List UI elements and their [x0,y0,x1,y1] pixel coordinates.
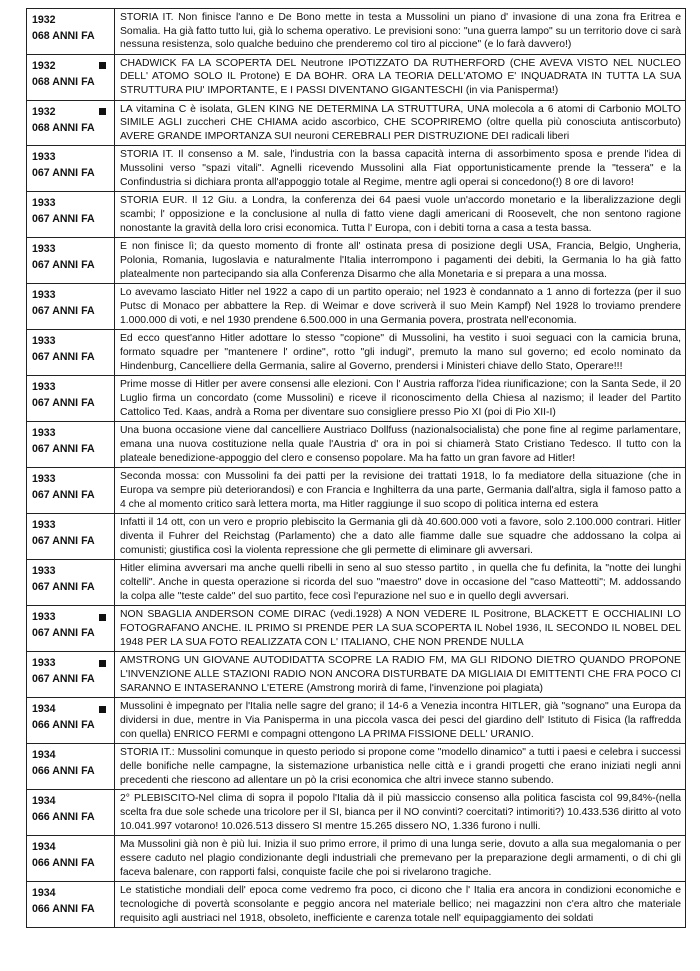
event-text: Prime mosse di Hitler per avere consensi alle elezioni. Con l' Austria rafforza l'idea riunificazione; con la Santa Sede, il 20 Luglio firma un concordato (come Mussolini) e riceve il riconoscimento della Chiesa al nazismo; il leader del Partito Cattolico Ted. Kaas, andrà a Roma per diventare suo consigliere presso Pio XI (poi di Pio XII-I) [120,379,681,418]
years-ago-label: 067 ANNI FA [32,397,95,410]
year-cell [27,376,115,422]
event-cell [115,422,686,468]
square-bullet-icon [99,706,106,713]
year-label: 1933 [32,657,56,670]
years-ago-label: 066 ANNI FA [32,719,95,732]
timeline-row [27,514,686,560]
timeline-row [27,698,686,744]
year-label: 1933 [32,335,56,348]
year-line [32,195,110,211]
years-ago-label: 068 ANNI FA [32,30,95,42]
year-line [32,471,110,487]
year-cell [27,54,115,100]
square-bullet-icon [99,62,106,69]
year-label: 1934 [32,887,56,900]
years-ago-label: 067 ANNI FA [32,535,95,548]
event-cell [115,146,686,192]
year-line [32,379,110,395]
year-line [32,563,110,579]
years-ago-label: 067 ANNI FA [32,167,95,180]
years-ago-label: 067 ANNI FA [32,305,95,318]
event-cell [115,330,686,376]
timeline-row [27,9,686,55]
year-label: 1933 [32,427,56,440]
years-ago-label: 067 ANNI FA [32,673,95,686]
timeline-row [27,560,686,606]
year-label: 1934 [32,841,56,854]
year-line [32,517,110,533]
year-label: 1933 [32,151,56,164]
event-cell [115,54,686,100]
event-text: Mussolini è impegnato per l'Italia nelle sagre del grano; il 14-6 a Venezia incontra HITLER, già "sognano" una Europa da dividersi in due, mentre in Via Panisperma in una piccola vasca dei pesci del giardino dell' Istituto di Fisica (la raffredda con quella) ENRICO FERMI e compagni ottengono LA PRIMA FISSIONE DELL' URANIO. [120,701,681,740]
event-cell [115,882,686,928]
year-line [32,793,110,809]
year-cell [27,560,115,606]
year-line [32,839,110,855]
year-cell [27,192,115,238]
year-label: 1933 [32,197,56,210]
event-text: LA vitamina C è isolata, GLEN KING NE DETERMINA LA STRUTTURA, UNA molecola a 6 atomi di Carbonio MOLTO SIMILE AGLI zuccheri CHE CHIAMA acido ascorbico, CHE SCOPRIREMO (oltre quella più conosciuta antiscorbuto) AVERE GRANDE IMPORTANZA SUI neuroni CEREBRALI PER DISTRUZIONE DEI radicali liberi [120,103,681,142]
year-line [32,104,110,120]
event-text: Ma Mussolini già non è più lui. Inizia il suo primo errore, il primo di una lunga serie, dovuto a alla sua megalomania o per essere caduto nel plagio condizionante degli industriali che premevano per la preparazione degli armamenti, o di chi gli faceva balenare, con rapporti falsi, conquiste facile che poi si rivelarono tragiche. [120,839,681,878]
year-label: 1933 [32,289,56,302]
timeline-row [27,882,686,928]
square-bullet-icon [99,614,106,621]
year-cell [27,514,115,560]
year-label: 1933 [32,473,56,486]
years-ago-label: 067 ANNI FA [32,581,95,594]
year-line [32,425,110,441]
year-line [32,12,110,28]
event-cell [115,560,686,606]
event-cell [115,9,686,55]
year-label: 1934 [32,703,56,716]
event-text: Ed ecco quest'anno Hitler adottare lo stesso "copione" di Mussolini, ha vestito i suoi seguaci con la camicia bruna, formato squadre per "mantenere l' ordine", rotto "gli indugi", premuto la mano sul governo; ed ecolo nominato da Hindenburg, Cancelliere della Germania, salire al Governo, prendersi i Ministeri chiave dello Stato, Operare!!! [120,333,681,372]
timeline-table [26,8,686,928]
timeline-row [27,422,686,468]
year-line [32,609,110,625]
year-cell [27,652,115,698]
year-cell [27,238,115,284]
event-cell [115,284,686,330]
event-cell [115,238,686,284]
year-label: 1932 [32,59,56,72]
event-cell [115,100,686,146]
event-cell [115,606,686,652]
event-cell [115,744,686,790]
timeline-row [27,790,686,836]
year-line [32,149,110,165]
years-ago-label: 067 ANNI FA [32,443,95,456]
timeline-row [27,54,686,100]
years-ago-label: 066 ANNI FA [32,811,95,824]
years-ago-label: 066 ANNI FA [32,903,95,916]
year-line [32,701,110,717]
event-text: STORIA IT. Non finisce l'anno e De Bono mette in testa a Mussolini un piano d' invasione di una zona fra Eritrea e Somalia. Ha già fatto tutto lui, già lo schema operativo. Le previsioni sono: "una guerra lampo" su un territorio dove ci sarà nessuna resistenza, solo qualche beduino che prenderemo col tiro al piccione" (e lo farà davvero!) [120,12,681,51]
year-label: 1934 [32,795,56,808]
event-text: AMSTRONG UN GIOVANE AUTODIDATTA SCOPRE LA RADIO FM, MA GLI RIDONO DIETRO QUANDO PROPONE L'INVENZIONE ALLE STAZIONI RADIO NON ANCORA DISTURBATE DA MIGLIAIA DI EMITTENTI CHE FRA POCO CI SARANNO E INTASERANNO L'ETERE (Amstrong morirà di fame, l'invenzione poi plagiata) [120,655,681,694]
year-cell [27,9,115,55]
year-label: 1933 [32,381,56,394]
event-text: Hitler elimina avversari ma anche quelli ribelli in seno al suo stesso partito , in quella che fu definita, la "notte dei lunghi coltelli". Anche in questa operazione si ricorda del suo "maestro" dove in occasione del "caso Matteotti"; M. addossando la colpa alle "teste calde" del suo partito, fece così l'epurazione nel suo e in quello degli avversari. [120,563,681,602]
years-ago-label: 068 ANNI FA [32,75,95,88]
years-ago-label: 067 ANNI FA [32,627,95,640]
year-label: 1932 [32,14,56,26]
year-line [32,241,110,257]
timeline-row [27,284,686,330]
event-cell [115,192,686,238]
years-ago-label: 066 ANNI FA [32,857,95,870]
history-timeline-page [26,8,686,928]
years-ago-label: 067 ANNI FA [32,213,95,226]
year-cell [27,790,115,836]
year-cell [27,744,115,790]
years-ago-label: 068 ANNI FA [32,121,95,134]
timeline-rows [27,9,686,928]
event-text: Seconda mossa: con Mussolini fa dei patti per la revisione dei trattati 1918, lo fa mediatore della situazione (che in Europa va sempre più deteriorandosi) e con Francia e Inghilterra da una parte, Germania dall'altra, sigla il famoso patto a 4 che al momento critico sarà lettera morta, ma Hitler raggiunge il suo scopo di politica interna ed estera [120,471,681,510]
year-label: 1933 [32,565,56,578]
event-cell [115,468,686,514]
year-cell [27,882,115,928]
years-ago-label: 067 ANNI FA [32,351,95,364]
event-cell [115,652,686,698]
event-cell [115,836,686,882]
event-text: NON SBAGLIA ANDERSON COME DIRAC (vedi.1928) A NON VEDERE IL Positrone, BLACKETT E OCCHIALINI LO FOTOGRAFANO ANCHE. IL PRIMO SI PRENDE PER LA SUA SCOPERTA IL Nobel 1936, IL SECONDO IL NOBEL DEL 1948 PER LA SUA FOTO REALIZZATA CON L' ITALIANO, CHE NON PRENDE NULLA [120,609,681,648]
year-line [32,655,110,671]
timeline-row [27,238,686,284]
event-text: Lo avevamo lasciato Hitler nel 1922 a capo di un partito operaio; nel 1923 è condannato a 1 anno di fortezza (per il suo Putsc di Monaco per abbattere la Rep. di Weimar e dove scriverà il suo Mein Kampf) Nel 1928 lo troviamo prendere 1.000.000 di voti, e nel 1930 prendene 6.500.000 in una Germania povera, prostrata nell'economia. [120,287,681,326]
year-cell [27,468,115,514]
year-label: 1932 [32,105,56,118]
year-line [32,885,110,901]
years-ago-label: 066 ANNI FA [32,765,95,778]
timeline-row [27,330,686,376]
year-label: 1933 [32,243,56,256]
event-text: STORIA IT. Il consenso a M. sale, l'industria con la bassa capacità interna di assorbimento sposa e prende l'idea di Mussolini verso "spazi vitali". Agnelli ricevendo Mussolini alla Fiat opportunisticamente prende la "tessera" e la Confindustria si dichiara pronta all'appoggio totale al Regime, mentre agli operai si concedono(!) 8 ore di lavoro! [120,149,681,188]
event-text: STORIA IT.: Mussolini comunque in questo periodo si propone come "modello dinamico" a tutti i paesi e celebra i successi delle bonifiche nelle campagne, la sistemazione urbanistica nelle città e i grandi progetti che erano iniziati negli anni precedenti che riescono ad allentare un pò la crisi economica che altri invece stanno subendo. [120,747,681,786]
year-cell [27,330,115,376]
year-cell [27,284,115,330]
timeline-row [27,100,686,146]
event-text: STORIA EUR. Il 12 Giu. a Londra, la conferenza dei 64 paesi vuole un'accordo monetario e la liberalizzazione degli scambi; l' opposizione e la conclusione al nulla di fatto viene dagli americani di Roosevelt, che non sentono ragione nonostante la gravità della loro crisi economica. Tutta l' Europa, con i debiti torna a casa a testa bassa. [120,195,681,234]
event-text: E non finisce lì; da questo momento di fronte all' ostinata presa di posizione degli USA, Francia, Belgio, Ungheria, Polonia, Romania, Iugoslavia e naturalmente l'Italia interrompono i pagamenti dei debiti, la Germania lo ha già fatto platealmente non partecipando sia alla Conferenza Disarmo che alla Monetaria e si prepara a una mossa. [120,241,681,280]
event-text: Infatti il 14 ott, con un vero e proprio plebiscito la Germania gli dà 40.600.000 voti a favore, solo 2.100.000 contrari. Hitler diventa il Fuhrer del Reichstag (Parlamento) che a dato alle fiamme dalle sue squadre che addossano la colpa ai comunisti; giustifica così la violenta repressione che gli permette di eliminare gli avversari. [120,517,681,556]
timeline-row [27,376,686,422]
timeline-row [27,606,686,652]
square-bullet-icon [99,660,106,667]
year-cell [27,422,115,468]
years-ago-label: 067 ANNI FA [32,259,95,272]
year-label: 1933 [32,519,56,532]
event-cell [115,698,686,744]
year-line [32,333,110,349]
event-text: Le statistiche mondiali dell' epoca come vedremo fra poco, ci dicono che l' Italia era ancora in condizioni economiche e tecnologiche di povertà sconsolante e peggio ancora nel materiale bellico; nei magazzini non c'era altro che materiale requisito agli austriaci nel 1918, obsoleto, inefficiente e carenza totale nell' equipaggiamento dei soldati [120,885,681,924]
timeline-row [27,652,686,698]
year-label: 1933 [32,611,56,624]
event-text: CHADWICK FA LA SCOPERTA DEL Neutrone IPOTIZZATO DA RUTHERFORD (CHE AVEVA VISTO NEL NUCLEO DELL' ATOMO SOLO IL Protone) E DA BOHR. ORA LA TEORIA DELL'ATOMO E' INQUADRATA IN TUTTA LA SUA STRUTTURA PIU' IMPORTANTE, E I PASSI DIVENTANO GIGANTESCHI (in via Panisperma!) [120,57,681,96]
year-cell [27,698,115,744]
timeline-row [27,836,686,882]
timeline-row [27,146,686,192]
event-cell [115,514,686,560]
square-bullet-icon [99,108,106,115]
timeline-row [27,744,686,790]
year-label: 1934 [32,749,56,762]
year-line [32,58,110,74]
year-cell [27,606,115,652]
year-cell [27,146,115,192]
event-text: 2° PLEBISCITO-Nel clima di sopra il popolo l'Italia dà il più massiccio consenso alla politica fascista col 99,84%-(nella scelta fra due sole schede una tricolore per il SI, bianca per il NO convinti? coercitati? intimoriti?) 10.433.536 diritto al voto 10.041.997 votarono! 10.026.513 dissero SI mentre 15.265 dissero NO, 1.336 furono i nulli. [120,793,681,832]
year-cell [27,836,115,882]
timeline-row [27,192,686,238]
year-line [32,747,110,763]
year-line [32,287,110,303]
timeline-row [27,468,686,514]
event-text: Una buona occasione viene dal cancelliere Austriaco Dollfuss (nazionalsocialista) che pone fine al regime parlamentare, emana una nuova costituzione nella quale l'Austria d' ora in poi si chiamerà Stato Cristiano Tedesco. Il tutto con la plateale benedizione-appoggio del clero e consenso popolare. Ma ha fatto un gran favore ad Hitler! [120,425,681,464]
event-cell [115,376,686,422]
event-cell [115,790,686,836]
year-cell [27,100,115,146]
years-ago-label: 067 ANNI FA [32,489,95,502]
